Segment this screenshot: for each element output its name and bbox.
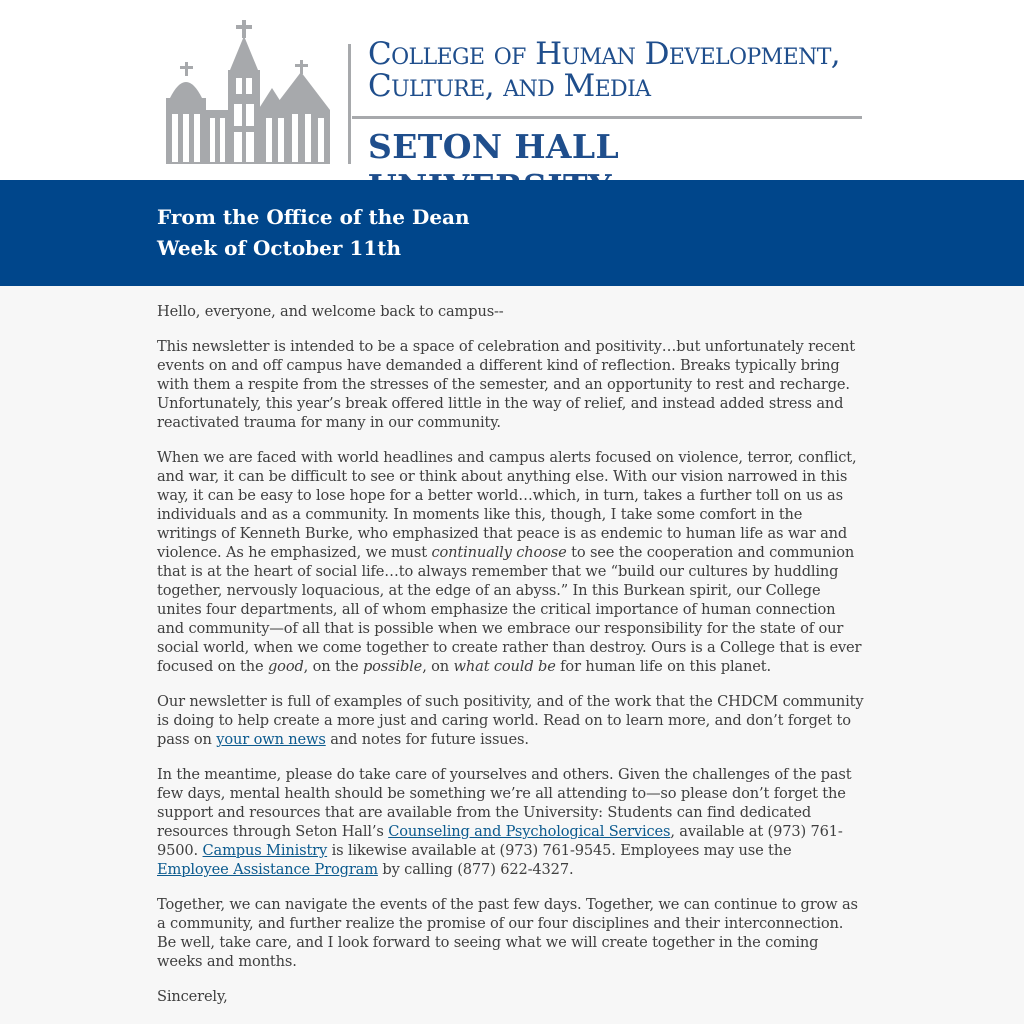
letter-paragraph-1: This newsletter is intended to be a space of celebration and positivity…but unfortunately recent events on and off campus have demanded a different kind of reflection. Breaks typically bring with them a respite from the stresses of the semester, and an opportunity to rest and recharge. Unfortunately, this year’s break offered little in the way of relief, and instead added stress and reactivated trauma for many in our community. [157,338,855,431]
counseling-services-link[interactable]: Counseling and Psychological Services [388,823,671,840]
p4-text-4: by calling (877) 622-4327. [377,861,574,878]
p4-text-1: In the meantime, please do take care of yourselves and others. Given the challenges of the past few days, mental health should be something we’re all attending to—so please don’t forget the support and resources that are available from the University: Students can find dedicated resources through Seton Hall’s [157,766,852,840]
logo-divider-vertical [348,44,351,164]
campus-ministry-link[interactable]: Campus Ministry [202,842,328,859]
banner-title: From the Office of the Dean [157,205,470,229]
letter-greeting: Hello, everyone, and welcome back to campus-- [157,303,504,320]
your-own-news-link[interactable]: your own news [216,731,326,748]
logo-divider-horizontal [352,116,862,119]
college-name-line2: Culture, and Media [368,68,651,104]
p3-text-2: and notes for future issues. [325,731,529,748]
newsletter-header [0,0,1024,180]
college-name-line1: College of Human Development, [368,36,841,72]
letter-paragraph-2 [157,448,865,676]
p2-emphasis-possible: possible [362,658,423,675]
p4-text-2: , available at (973) 761-9500. [157,823,843,859]
university-name: SETON HALL [368,127,620,166]
p2-text-1: When we are faced with world headlines and campus alerts focused on violence, terror, conflict, and war, it can be difficult to see or think about anything else. With our vision narrowed in this way, it can be easy to lose hope for a better world…which, in turn, takes a further toll on us as individuals and as a community. In moments like this, though, I take some comfort in the writings of Kenneth Burke, who emphasized that peace is as endemic to human life as war and violence. As he emphasized, we must [157,449,857,561]
p2-emphasis-what-could-be: what could be [453,658,556,675]
p2-text-5: for human life on this planet. [555,658,771,675]
p2-text-4: , on [422,658,454,675]
employee-assistance-link[interactable]: Employee Assistance Program [157,861,378,878]
college-name [368,38,888,102]
p2-emphasis-continually-choose: continually choose [431,544,567,561]
letter-paragraph-3 [157,692,865,749]
letter-paragraph-4 [157,765,865,879]
p2-emphasis-good: good [267,658,304,675]
church-building-icon [160,18,334,166]
p4-text-3: is likewise available at (973) 761-9545. Employees may use the [327,842,792,859]
letter-closing: Sincerely, [157,988,228,1005]
p2-text-2: to see the cooperation and communion that is at the heart of social life…to always remember that we “build our cultures by huddling together, nervously loquacious, at the edge of an abyss.” In this Burkean spirit, our College unites four departments, all of whom emphasize the critical importance of human connection and community—of all that is possible when we embrace our responsibility for the state of our social world, when we come together to create rather than destroy. Ours is a College that is ever focused on the [157,544,862,675]
p3-text-1: Our newsletter is full of examples of such positivity, and of the work that the CHDCM community is doing to help create a more just and caring world. Read on to learn more, and don’t forget to pass on [157,693,864,748]
dean-banner [0,180,1024,286]
letter-paragraph-5: Together, we can navigate the events of the past few days. Together, we can continue to grow as a community, and further realize the promise of our four disciplines and their interconnection. Be well, take care, and I look forward to seeing what we will create together in the coming weeks and months. [157,896,858,970]
p2-text-3: , on the [303,658,363,675]
letter-body [157,302,865,1022]
banner-date: Week of October 11th [157,236,402,260]
